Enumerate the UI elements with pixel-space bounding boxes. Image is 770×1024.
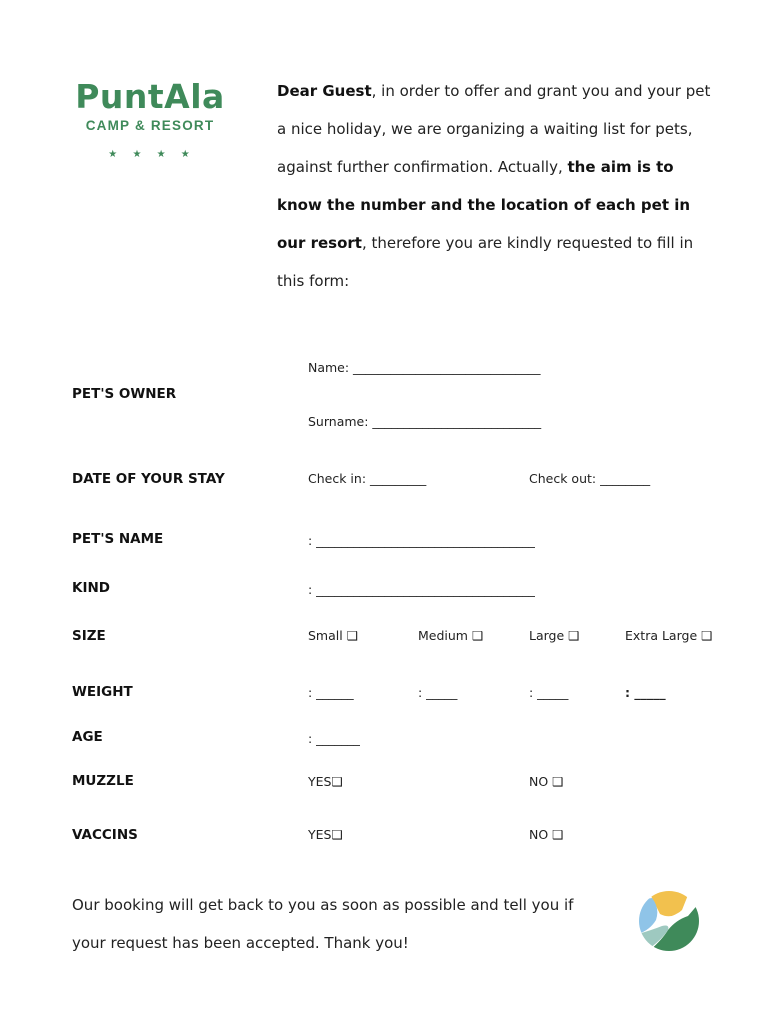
weight-large-field[interactable]: : _____ (529, 685, 569, 700)
resort-emblem-icon (638, 890, 700, 952)
label-weight: WEIGHT (72, 684, 133, 700)
brand-name: PuntAla (75, 77, 225, 116)
label-muzzle: MUZZLE (72, 773, 134, 789)
intro-paragraph (277, 72, 717, 300)
checkout-field[interactable]: Check out: ________ (529, 471, 651, 486)
muzzle-yes-checkbox[interactable]: YES❑ (308, 774, 343, 789)
weight-medium-field[interactable]: : _____ (418, 685, 458, 700)
label-pets-name: PET'S NAME (72, 531, 164, 547)
weight-small-field[interactable]: : ______ (308, 685, 354, 700)
size-medium-checkbox[interactable]: Medium ❑ (418, 628, 484, 643)
intro-greeting: Dear Guest (277, 82, 372, 100)
label-date-of-stay: DATE OF YOUR STAY (72, 471, 225, 487)
muzzle-no-checkbox[interactable]: NO ❑ (529, 774, 564, 789)
label-kind: KIND (72, 580, 110, 596)
kind-field[interactable]: : ___________________________________ (308, 582, 535, 597)
vaccins-yes-checkbox[interactable]: YES❑ (308, 827, 343, 842)
intro-emphasis: the aim is to know the number and the location of each pet in our resort (277, 158, 691, 252)
label-age: AGE (72, 729, 103, 745)
size-large-checkbox[interactable]: Large ❑ (529, 628, 580, 643)
vaccins-no-checkbox[interactable]: NO ❑ (529, 827, 564, 842)
weight-extra-large-field[interactable]: : _____ (625, 685, 666, 700)
brand-logo (70, 78, 230, 160)
pet-name-field[interactable]: : ___________________________________ (308, 533, 535, 548)
brand-subtitle: CAMP & RESORT (85, 118, 215, 133)
owner-surname-field[interactable]: Surname: ___________________________ (308, 414, 542, 429)
footer-text: Our booking will get back to you as soon as possible and tell you if your request has been accepted. Thank you! (72, 896, 574, 952)
checkin-field[interactable]: Check in: _________ (308, 471, 427, 486)
intro-text-2: , therefore you are kindly requested to fill in this form: (277, 234, 694, 290)
age-field[interactable]: : _______ (308, 731, 360, 746)
owner-name-field[interactable]: Name: ______________________________ (308, 360, 541, 375)
label-size: SIZE (72, 628, 106, 644)
size-small-checkbox[interactable]: Small ❑ (308, 628, 358, 643)
brand-stars: ★ ★ ★ ★ (108, 149, 196, 160)
label-vaccins: VACCINS (72, 827, 138, 843)
label-pets-owner: PET'S OWNER (72, 386, 177, 402)
size-extra-large-checkbox[interactable]: Extra Large ❑ (625, 628, 713, 643)
intro-text-1: , in order to offer and grant you and your pet a nice holiday, we are organizing a waiting list for pets, against further confirmation. Actually, (277, 82, 711, 176)
